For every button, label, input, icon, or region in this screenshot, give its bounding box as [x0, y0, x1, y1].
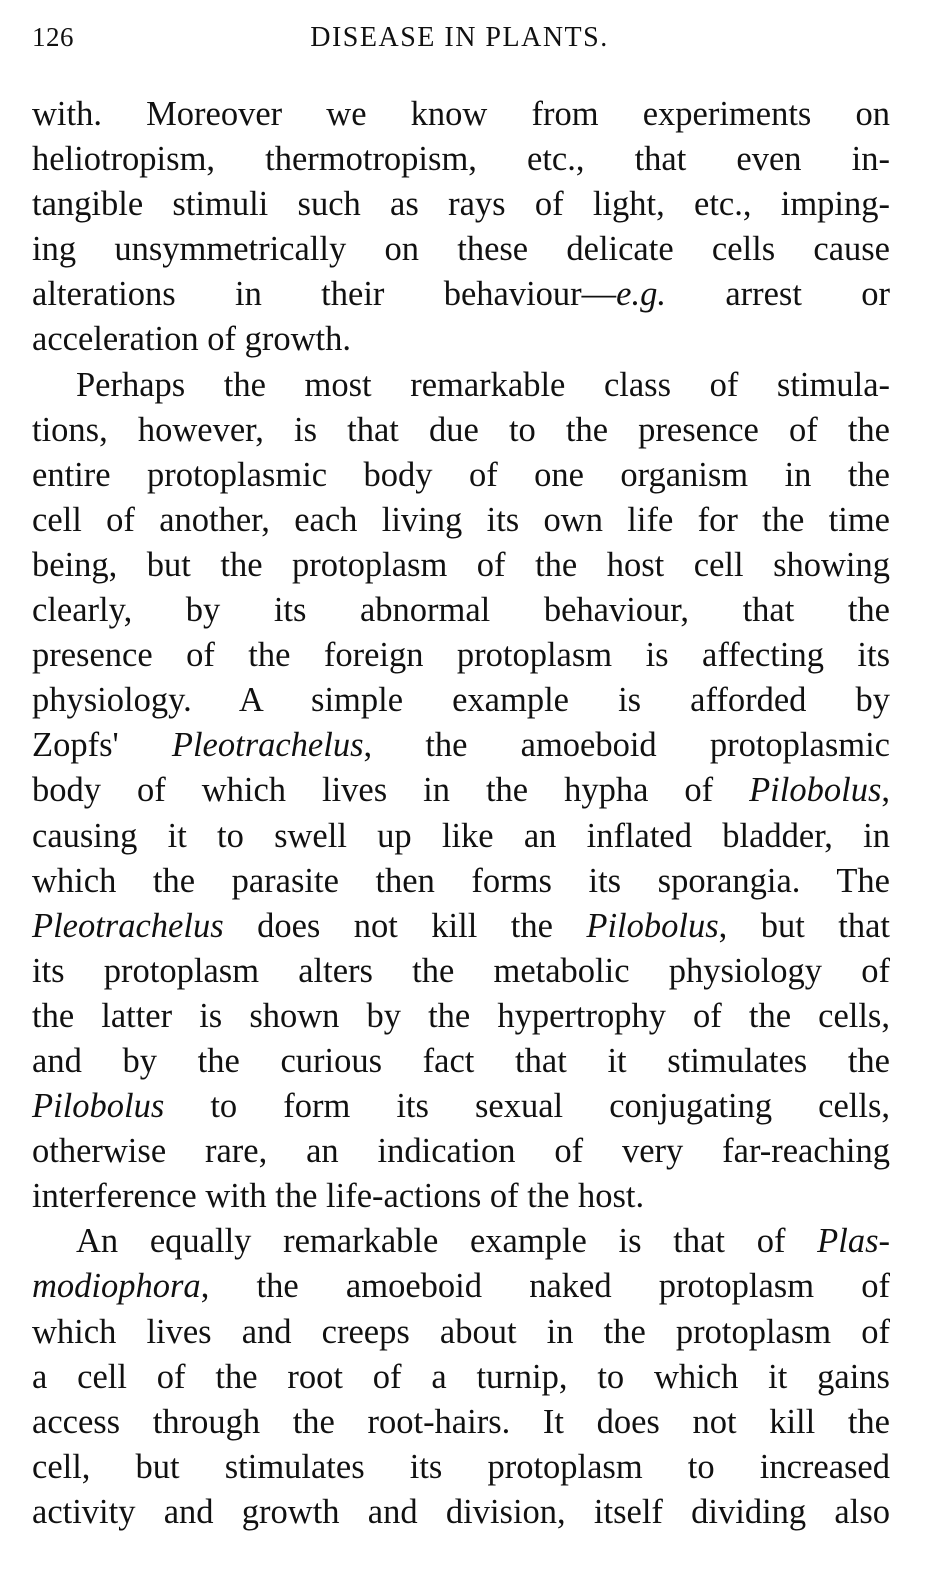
text-run: Perhaps the most remarkable class of stimula-: [76, 365, 890, 404]
text-run: the latter is shown by the hypertrophy of the cells,: [32, 996, 890, 1035]
text-run: Zopfs': [32, 726, 172, 765]
text-line: [32, 1039, 890, 1084]
text-line: [32, 1219, 890, 1264]
text-line: [32, 904, 890, 949]
text-line: [32, 1490, 890, 1535]
text-line: [32, 453, 890, 498]
text-line: [32, 1129, 890, 1174]
text-run: interference with the life-actions of the host.: [32, 1177, 645, 1216]
text-run: which lives and creeps about in the protoplasm of: [32, 1312, 890, 1351]
text-line: [32, 723, 890, 768]
text-run: , the amoeboid naked protoplasm of: [200, 1267, 890, 1306]
text-run: heliotropism, thermotropism, etc., that even in-: [32, 140, 890, 179]
running-head: DISEASE IN PLANTS.: [310, 22, 609, 53]
text-run: cell of another, each living its own life for the time: [32, 500, 890, 539]
text-line: [32, 1445, 890, 1490]
text-line: [32, 633, 890, 678]
text-line: [32, 1174, 890, 1219]
body-text: [32, 92, 890, 1535]
text-line: [32, 543, 890, 588]
text-line: [32, 949, 890, 994]
page-header: [32, 22, 887, 62]
text-line: [32, 1310, 890, 1355]
text-run: , but that: [718, 906, 890, 945]
text-run: physiology. A simple example is afforded by: [32, 681, 890, 720]
text-run: causing it to swell up like an inflated bladder, in: [32, 816, 890, 855]
text-run: activity and growth and division, itself dividing also: [32, 1492, 890, 1531]
text-line: [32, 92, 890, 137]
text-line: [32, 768, 890, 813]
text-run: does not kill the: [223, 906, 587, 945]
text-line: [32, 182, 890, 227]
text-run: its protoplasm alters the metabolic physiology of: [32, 951, 890, 990]
text-run: ,: [881, 771, 890, 810]
text-line: [32, 272, 890, 317]
text-line: [32, 814, 890, 859]
page-number: 126: [32, 22, 74, 52]
text-line: [32, 1400, 890, 1445]
text-run: body of which lives in the hypha of: [32, 771, 750, 810]
text-run: presence of the foreign protoplasm is affecting its: [32, 636, 890, 675]
text-line: [32, 1264, 890, 1309]
text-run: cell, but stimulates its protoplasm to increased: [32, 1447, 890, 1486]
text-line: [32, 859, 890, 904]
text-run: clearly, by its abnormal behaviour, that the: [32, 591, 890, 630]
italic-term: Plas-: [817, 1222, 890, 1261]
italic-term: modiophora: [32, 1267, 201, 1306]
italic-term: Pilobolus: [586, 906, 719, 945]
text-run: , the amoeboid protoplasmic: [363, 726, 890, 765]
text-run: alterations in their behaviour—: [32, 275, 617, 314]
text-run: to form its sexual conjugating cells,: [164, 1087, 890, 1126]
text-run: being, but the protoplasm of the host cell showing: [32, 545, 890, 584]
text-run: arrest or: [666, 275, 890, 314]
italic-term: e.g.: [616, 275, 666, 314]
text-line: [32, 678, 890, 723]
text-line: [32, 1084, 890, 1129]
text-run: which the parasite then forms its sporangia. The: [32, 861, 890, 900]
text-run: tangible stimuli such as rays of light, etc., imping-: [32, 185, 890, 224]
text-run: with. Moreover we know from experiments on: [32, 95, 890, 133]
text-run: tions, however, is that due to the presence of the: [32, 410, 890, 449]
text-line: [32, 317, 890, 362]
text-line: [32, 363, 890, 408]
text-run: access through the root-hairs. It does not kill the: [32, 1402, 890, 1441]
text-run: An equally remarkable example is that of: [76, 1222, 818, 1261]
text-run: a cell of the root of a turnip, to which it gains: [32, 1357, 890, 1396]
text-line: [32, 408, 890, 453]
italic-term: Pleotrachelus: [171, 726, 364, 765]
text-run: acceleration of growth.: [32, 320, 351, 359]
text-line: [32, 227, 890, 272]
italic-term: Pleotrachelus: [32, 906, 224, 945]
text-run: ing unsymmetrically on these delicate cells cause: [32, 230, 890, 269]
text-run: entire protoplasmic body of one organism in the: [32, 455, 890, 494]
text-line: [32, 137, 890, 182]
italic-term: Pilobolus: [32, 1087, 165, 1126]
text-line: [32, 588, 890, 633]
italic-term: Pilobolus: [749, 771, 882, 810]
text-line: [32, 1355, 890, 1400]
text-run: and by the curious fact that it stimulates the: [32, 1041, 890, 1080]
text-run: otherwise rare, an indication of very far-reaching: [32, 1132, 890, 1171]
text-line: [32, 498, 890, 543]
text-line: [32, 994, 890, 1039]
